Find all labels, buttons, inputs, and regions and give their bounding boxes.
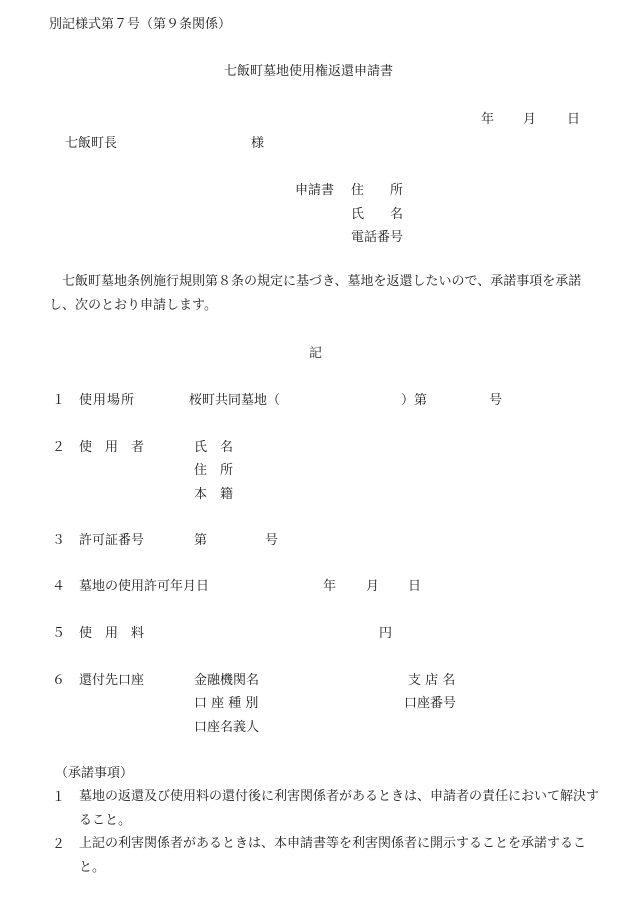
item1-label: 使用場所	[79, 393, 136, 408]
item4-day: 日	[408, 579, 422, 594]
item3-label: 許可証番号	[79, 533, 145, 548]
item4-year: 年	[323, 579, 337, 594]
date-year-label: 年	[481, 112, 495, 127]
consent-item1-number: １	[52, 790, 66, 805]
item1-place: 桜町共同墓地（	[189, 393, 281, 408]
item1-number: １	[52, 393, 66, 408]
applicant-address-label: 住 所	[351, 183, 404, 198]
applicant-phone-label: 電話番号	[351, 230, 404, 245]
item6-account-holder: 口座名義人	[194, 720, 260, 735]
addressee-name: 七飯町長	[65, 136, 118, 151]
item6-number: ６	[52, 673, 66, 688]
item6-bank-name: 金融機関名	[194, 673, 260, 688]
item3-suffix: 号	[265, 533, 279, 548]
item4-month: 月	[366, 579, 380, 594]
consent-item2-number: ２	[52, 837, 66, 852]
applicant-heading: 申請書	[295, 183, 335, 198]
ki-heading: 記	[309, 346, 323, 361]
item6-branch: 支 店 名	[408, 673, 456, 688]
item2-label: 使 用 者	[79, 440, 145, 455]
item6-label: 還付先口座	[79, 673, 145, 688]
item3-number: ３	[52, 533, 66, 548]
item3-prefix: 第	[194, 533, 208, 548]
item2-number: ２	[52, 440, 66, 455]
item2-field-name: 氏 名	[194, 440, 234, 455]
document-title: 七飯町墓地使用権返還申請書	[224, 64, 394, 79]
item6-account-type: 口 座 種 別	[194, 696, 259, 711]
date-day-label: 日	[567, 112, 581, 127]
applicant-name-label: 氏 名	[351, 207, 404, 222]
item2-field-domicile: 本 籍	[194, 487, 234, 502]
consent-item1-text: 墓地の返還及び使用料の還付後に利害関係者があるときは、申請者の責任において解決すること。	[79, 789, 600, 828]
item5-number: ５	[52, 626, 66, 641]
item6-account-number: 口座番号	[404, 696, 457, 711]
item5-label: 使 用 料	[79, 626, 145, 641]
consent-heading: （承諾事項）	[55, 766, 134, 781]
item4-number: ４	[52, 579, 66, 594]
addressee-honorific: 様	[251, 136, 265, 151]
item1-close: ）第	[401, 393, 428, 408]
item1-suffix: 号	[489, 393, 503, 408]
date-month-label: 月	[523, 112, 537, 127]
intro-paragraph: 七飯町墓地条例施行規則第８条の規定に基づき、墓地を返還したいので、承諾事項を承諾し、次のとおり申請します。	[49, 274, 582, 313]
item5-unit: 円	[379, 626, 393, 641]
consent-item2-text: 上記の利害関係者があるときは、本申請書等を利害関係者に開示することを承諾すること。	[79, 836, 587, 875]
form-label: 別記様式第７号（第９条関係）	[49, 17, 232, 32]
item2-field-address: 住 所	[194, 463, 234, 478]
item4-label: 墓地の使用許可年月日	[79, 579, 210, 594]
